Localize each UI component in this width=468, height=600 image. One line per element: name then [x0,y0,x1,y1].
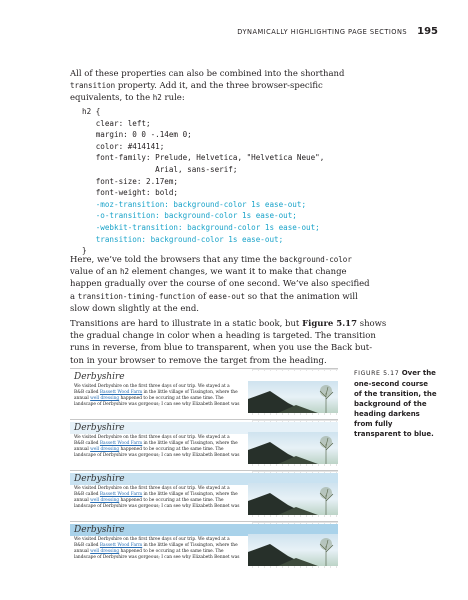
intro-line [70,80,400,92]
code-line: font-family: Prelude, Helvetica, "Helvetica Neue", [82,153,325,163]
panel-text-line: B&B called [74,390,100,395]
landscape-photo [248,432,338,464]
inline-code: transition [70,81,116,91]
panel-link[interactable]: well dressing [90,498,120,503]
figure-panel [70,419,338,466]
code-line: clear: left; [82,118,151,128]
panel-text-line: in the little village of Tissington, where the [142,441,238,446]
para-line [70,254,400,266]
panel-link[interactable]: well dressing [90,447,120,452]
para-line [70,318,400,330]
inline-code: h2 [120,267,130,277]
panel-link[interactable]: Bassett Wood Farm [99,441,143,446]
panel-text-line: We visited Derbyshire on the first three days of our trip. We stayed at a [74,384,230,389]
landscape-photo [248,381,338,413]
inline-code: ease-out [208,291,245,301]
panel-text-line: happened to be occuring at the same time. The [119,447,224,452]
panel-link[interactable]: Bassett Wood Farm [99,390,143,395]
panel-text-line: annual [74,447,91,452]
caption-label: FIGURE 5.17 [354,370,400,377]
code-line: font-size: 2.17em; [82,176,179,186]
code-line: } [82,246,87,256]
figure-caption [354,368,438,439]
inline-code: background-color [279,255,352,264]
panel-text [74,435,246,459]
inline-code: h2 [152,93,162,103]
heading-text: Derbyshire [74,525,125,535]
panel-text-line: annual [74,396,91,401]
figure-panel [70,368,338,415]
panel-text-line: in the little village of Tissington, where the [142,543,238,548]
panel-text-line: landscape of Derbyshire was gorgeous; I can see why Elizabeth Bennet was [74,453,240,458]
panel-text-line: landscape of Derbyshire was gorgeous; I can see why Elizabeth Bennet was [74,402,240,407]
panel-link[interactable]: well dressing [90,549,120,554]
figure-panel [70,521,338,568]
panel-text [74,486,246,510]
para-line: the gradual change in color when a heading is targeted. The transition [70,331,376,342]
panel-text-line: B&B called [74,441,100,446]
figure-reference: Figure 5.17 [302,319,357,329]
running-header [237,26,438,37]
explanation-paragraph [70,254,400,315]
figure-reference-paragraph [70,318,400,367]
panel-link[interactable]: well dressing [90,396,120,401]
code-line: Arial, sans-serif; [82,164,238,174]
landscape-photo [248,534,338,566]
caption-text: Over the one-second course of the transition, the background of the heading darkens from fully transparent to blue. [354,369,437,438]
para-line [70,266,400,278]
para-line: happen gradually over the course of one second. We’ve also specified [70,279,370,290]
panel-text-line: landscape of Derbyshire was gorgeous; I can see why Elizabeth Bennet was [74,555,240,560]
para-text: value of an [70,267,121,278]
panel-text-line: B&B called [74,492,100,497]
para-text: Transitions are hard to illustrate in a static book, but [70,319,303,329]
code-line-highlighted: transition: background-color 1s ease-out; [82,234,284,244]
inline-code: transition-timing-function [77,291,196,301]
para-line [70,291,400,303]
panel-text-line: We visited Derbyshire on the first three days of our trip. We stayed at a [74,435,230,440]
code-line-highlighted: -o-transition: background-color 1s ease-out; [82,211,297,221]
figure-panel [70,470,338,517]
landscape-photo-art [248,483,338,515]
landscape-photo-art [248,432,338,464]
para-line: slow down slightly at the end. [70,303,199,314]
code-line: font-weight: bold; [82,188,179,198]
para-line: runs in reverse, from blue to transparent, when you use the Back but- [70,343,373,354]
heading-text: Derbyshire [74,423,125,433]
panel-text-line: We visited Derbyshire on the first three days of our trip. We stayed at a [74,537,230,542]
panel-text-line: happened to be occuring at the same time. The [119,549,224,554]
panel-text-line: happened to be occuring at the same time. The [119,396,224,401]
landscape-photo-art [248,381,338,413]
para-text: Here, we’ve told the browsers that any time the [70,255,280,265]
para-text: element changes, we want it to make that change [129,267,347,278]
heading-text: Derbyshire [74,372,125,382]
panel-text-line: annual [74,549,91,554]
running-title: DYNAMICALLY HIGHLIGHTING PAGE SECTIONS [237,28,408,36]
intro-text: equivalents, to the [70,93,153,104]
landscape-photo-art [248,534,338,566]
code-line-highlighted: -moz-transition: background-color 1s ease-out; [82,199,307,209]
para-text: of [195,291,209,302]
panel-link[interactable]: Bassett Wood Farm [99,543,143,548]
panel-text-line: in the little village of Tissington, where the [142,390,238,395]
intro-text: rule: [161,93,185,104]
panel-text-line: annual [74,498,91,503]
heading-text: Derbyshire [74,474,125,484]
para-text: a [70,291,78,302]
para-text: shows [357,319,387,329]
intro-line [70,92,400,104]
panel-text-line: in the little village of Tissington, where the [142,492,238,497]
panel-text-line: We visited Derbyshire on the first three days of our trip. We stayed at a [74,486,230,491]
panel-text-line: happened to be occuring at the same time. The [119,498,224,503]
code-line: color: #414141; [82,141,165,151]
para-line: ton in your browser to remove the target from the heading. [70,355,327,366]
figure-5-17 [70,368,340,572]
code-line: margin: 0 0 -.14em 0; [82,130,192,140]
panel-text-line: landscape of Derbyshire was gorgeous; I can see why Elizabeth Bennet was [74,504,240,509]
code-line: h2 { [82,107,101,116]
panel-text [74,537,246,561]
panel-text [74,384,246,408]
landscape-photo [248,483,338,515]
intro-line: All of these properties can also be combined into the shorthand [70,69,345,79]
para-text: so that the animation will [244,291,358,302]
code-line-highlighted: -webkit-transition: background-color 1s ease-out; [82,222,320,232]
panel-link[interactable]: Bassett Wood Farm [99,492,143,497]
panel-text-line: B&B called [74,543,100,548]
intro-text: property. Add it, and the three browser-specific [115,81,323,92]
page-number: 195 [417,26,438,37]
intro-paragraph [70,68,400,105]
css-code-block [82,106,324,257]
